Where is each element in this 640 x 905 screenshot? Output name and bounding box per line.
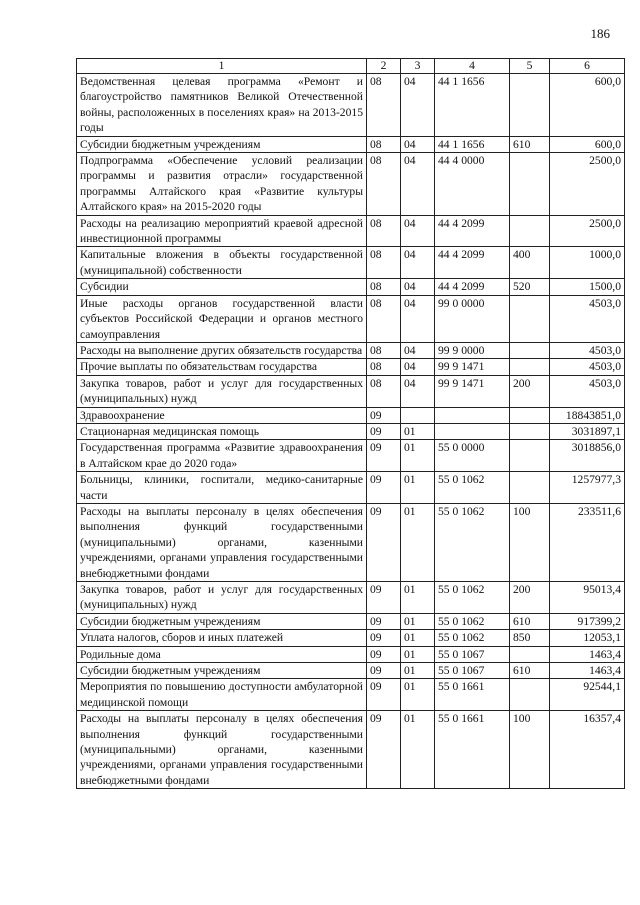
amount: 600,0: [550, 136, 625, 152]
expense-type-code: 520: [510, 279, 550, 295]
page-number: 186: [590, 26, 610, 41]
expense-type-code: [510, 153, 550, 216]
table-row: [77, 613, 625, 629]
expense-type-code: 400: [510, 247, 550, 279]
subsection-code: 01: [401, 582, 435, 614]
table-row: [77, 342, 625, 358]
expense-name: Уплата налогов, сборов и иных платежей: [77, 630, 367, 646]
table-row: [77, 215, 625, 247]
subsection-code: 04: [401, 136, 435, 152]
target-article-code: 99 0 0000: [435, 295, 510, 342]
table-row: [77, 136, 625, 152]
expense-name: Здравоохранение: [77, 407, 367, 423]
subsection-code: [401, 407, 435, 423]
target-article-code: 99 9 1471: [435, 359, 510, 375]
section-code: 09: [367, 663, 401, 679]
table-row: [77, 295, 625, 342]
section-code: 08: [367, 279, 401, 295]
amount: 92544,1: [550, 679, 625, 711]
table-row: [77, 375, 625, 407]
table-row: [77, 646, 625, 662]
subsection-code: 04: [401, 342, 435, 358]
table-row: [77, 679, 625, 711]
expense-type-code: 200: [510, 375, 550, 407]
expense-type-code: [510, 359, 550, 375]
amount: 3018856,0: [550, 440, 625, 472]
section-code: 09: [367, 472, 401, 504]
expense-name: Государственная программа «Развитие здравоохранения в Алтайском крае до 2020 года»: [77, 440, 367, 472]
column-header: 2: [367, 59, 401, 74]
target-article-code: 55 0 1062: [435, 472, 510, 504]
section-code: 08: [367, 153, 401, 216]
amount: 2500,0: [550, 215, 625, 247]
expense-type-code: [510, 407, 550, 423]
column-header: 4: [435, 59, 510, 74]
target-article-code: 99 9 0000: [435, 342, 510, 358]
target-article-code: 44 1 1656: [435, 136, 510, 152]
subsection-code: 04: [401, 359, 435, 375]
expense-type-code: 850: [510, 630, 550, 646]
section-code: 09: [367, 503, 401, 581]
header-row: [77, 59, 625, 74]
section-code: 08: [367, 247, 401, 279]
expense-name: Закупка товаров, работ и услуг для государственных (муниципальных) нужд: [77, 375, 367, 407]
column-header: 3: [401, 59, 435, 74]
column-header: 1: [77, 59, 367, 74]
expense-name: Мероприятия по повышению доступности амбулаторной медицинской помощи: [77, 679, 367, 711]
amount: 4503,0: [550, 295, 625, 342]
expense-name: Подпрограмма «Обеспечение условий реализации программы и развития отрасли» государственной программы Алтайского края «Развитие культуры Алтайского края» на 2015-2020 годы: [77, 153, 367, 216]
expense-name: Иные расходы органов государственной власти субъектов Российской Федерации и органов местного самоуправления: [77, 295, 367, 342]
section-code: 08: [367, 215, 401, 247]
subsection-code: 04: [401, 74, 435, 137]
section-code: 08: [367, 359, 401, 375]
amount: 233511,6: [550, 503, 625, 581]
expense-type-code: 610: [510, 613, 550, 629]
expense-type-code: 200: [510, 582, 550, 614]
target-article-code: 55 0 1661: [435, 711, 510, 789]
amount: 4503,0: [550, 375, 625, 407]
target-article-code: 55 0 1062: [435, 503, 510, 581]
expense-name: Ведомственная целевая программа «Ремонт и благоустройство памятников Великой Отечественной войны, расположенных в поселениях края» на 2013-2015 годы: [77, 74, 367, 137]
subsection-code: 01: [401, 679, 435, 711]
expense-type-code: [510, 215, 550, 247]
column-header: 5: [510, 59, 550, 74]
expense-type-code: [510, 646, 550, 662]
table-row: [77, 663, 625, 679]
expense-type-code: 610: [510, 136, 550, 152]
target-article-code: [435, 423, 510, 439]
subsection-code: 04: [401, 247, 435, 279]
target-article-code: 55 0 1661: [435, 679, 510, 711]
expense-name: Расходы на выполнение других обязательств государства: [77, 342, 367, 358]
amount: 1463,4: [550, 646, 625, 662]
column-header: 6: [550, 59, 625, 74]
subsection-code: 01: [401, 613, 435, 629]
budget-table: [76, 58, 625, 789]
subsection-code: 04: [401, 279, 435, 295]
target-article-code: 44 4 2099: [435, 279, 510, 295]
amount: 4503,0: [550, 342, 625, 358]
amount: 1500,0: [550, 279, 625, 295]
amount: 18843851,0: [550, 407, 625, 423]
expense-type-code: [510, 472, 550, 504]
table-row: [77, 440, 625, 472]
table-row: [77, 153, 625, 216]
amount: 1257977,3: [550, 472, 625, 504]
target-article-code: 55 0 0000: [435, 440, 510, 472]
target-article-code: 55 0 1062: [435, 630, 510, 646]
expense-name: Закупка товаров, работ и услуг для государственных (муниципальных) нужд: [77, 582, 367, 614]
subsection-code: 01: [401, 440, 435, 472]
expense-name: Стационарная медицинская помощь: [77, 423, 367, 439]
expense-name: Субсидии бюджетным учреждениям: [77, 613, 367, 629]
subsection-code: 01: [401, 646, 435, 662]
table-row: [77, 472, 625, 504]
subsection-code: 01: [401, 423, 435, 439]
subsection-code: 04: [401, 375, 435, 407]
table-row: [77, 423, 625, 439]
target-article-code: 99 9 1471: [435, 375, 510, 407]
section-code: 09: [367, 630, 401, 646]
subsection-code: 04: [401, 153, 435, 216]
target-article-code: 55 0 1062: [435, 582, 510, 614]
table-row: [77, 279, 625, 295]
expense-name: Родильные дома: [77, 646, 367, 662]
target-article-code: [435, 407, 510, 423]
amount: 2500,0: [550, 153, 625, 216]
target-article-code: 55 0 1067: [435, 646, 510, 662]
target-article-code: 44 4 2099: [435, 215, 510, 247]
amount: 1000,0: [550, 247, 625, 279]
section-code: 09: [367, 407, 401, 423]
amount: 917399,2: [550, 613, 625, 629]
table-row: [77, 711, 625, 789]
subsection-code: 01: [401, 711, 435, 789]
section-code: 09: [367, 679, 401, 711]
expense-name: Расходы на выплаты персоналу в целях обеспечения выполнения функций государственными (муниципальными) органами, казенными учреждениями, органами управления государственными внебюджетными фондами: [77, 711, 367, 789]
amount: 12053,1: [550, 630, 625, 646]
section-code: 09: [367, 423, 401, 439]
expense-name: Капитальные вложения в объекты государственной (муниципальной) собственности: [77, 247, 367, 279]
section-code: 08: [367, 295, 401, 342]
subsection-code: 01: [401, 472, 435, 504]
table-row: [77, 359, 625, 375]
amount: 4503,0: [550, 359, 625, 375]
subsection-code: 01: [401, 663, 435, 679]
table-row: [77, 582, 625, 614]
expense-type-code: 610: [510, 663, 550, 679]
subsection-code: 01: [401, 630, 435, 646]
table-row: [77, 74, 625, 137]
section-code: 08: [367, 375, 401, 407]
expense-type-code: [510, 679, 550, 711]
section-code: 09: [367, 440, 401, 472]
subsection-code: 04: [401, 215, 435, 247]
table-row: [77, 247, 625, 279]
expense-name: Расходы на выплаты персоналу в целях обеспечения выполнения функций государственными (муниципальными) органами, казенными учреждениями, органами управления государственными внебюджетными фондами: [77, 503, 367, 581]
target-article-code: 44 4 2099: [435, 247, 510, 279]
amount: 3031897,1: [550, 423, 625, 439]
section-code: 09: [367, 582, 401, 614]
subsection-code: 01: [401, 503, 435, 581]
expense-type-code: [510, 74, 550, 137]
expense-type-code: [510, 440, 550, 472]
expense-name: Субсидии: [77, 279, 367, 295]
section-code: 08: [367, 74, 401, 137]
section-code: 09: [367, 613, 401, 629]
amount: 95013,4: [550, 582, 625, 614]
target-article-code: 55 0 1062: [435, 613, 510, 629]
expense-type-code: 100: [510, 711, 550, 789]
expense-type-code: [510, 423, 550, 439]
table-row: [77, 503, 625, 581]
target-article-code: 55 0 1067: [435, 663, 510, 679]
expense-name: Субсидии бюджетным учреждениям: [77, 136, 367, 152]
expense-type-code: [510, 342, 550, 358]
target-article-code: 44 4 0000: [435, 153, 510, 216]
section-code: 09: [367, 711, 401, 789]
amount: 16357,4: [550, 711, 625, 789]
expense-name: Субсидии бюджетным учреждениям: [77, 663, 367, 679]
amount: 1463,4: [550, 663, 625, 679]
section-code: 08: [367, 342, 401, 358]
target-article-code: 44 1 1656: [435, 74, 510, 137]
expense-name: Больницы, клиники, госпитали, медико-санитарные части: [77, 472, 367, 504]
amount: 600,0: [550, 74, 625, 137]
table-row: [77, 630, 625, 646]
subsection-code: 04: [401, 295, 435, 342]
section-code: 09: [367, 646, 401, 662]
expense-type-code: [510, 295, 550, 342]
section-code: 08: [367, 136, 401, 152]
expense-name: Прочие выплаты по обязательствам государства: [77, 359, 367, 375]
expense-name: Расходы на реализацию мероприятий краевой адресной инвестиционной программы: [77, 215, 367, 247]
expense-type-code: 100: [510, 503, 550, 581]
table-row: [77, 407, 625, 423]
